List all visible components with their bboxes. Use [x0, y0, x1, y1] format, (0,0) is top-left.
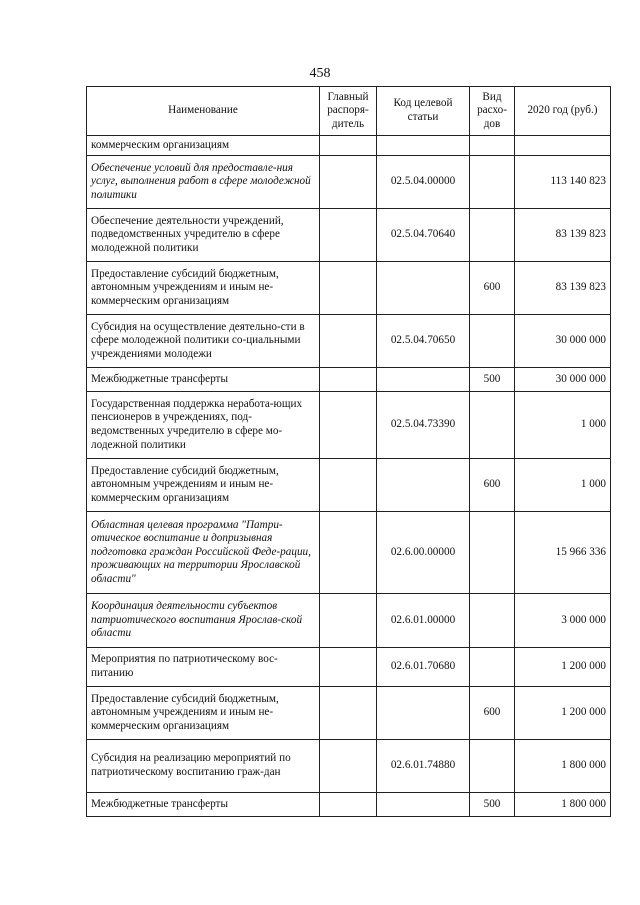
row-name: Межбюджетные трансферты — [87, 793, 320, 817]
row-vid: 500 — [470, 793, 515, 817]
row-name: Субсидия на реализацию мероприятий по патриотическому воспитанию граж-дан — [87, 740, 320, 793]
row-vid — [470, 315, 515, 368]
row-vid: 600 — [470, 459, 515, 512]
row-code: 02.5.04.73390 — [377, 392, 470, 459]
table-row — [87, 648, 611, 687]
row-name: Межбюджетные трансферты — [87, 368, 320, 392]
row-amount: 3 000 000 — [515, 594, 611, 648]
row-amount: 30 000 000 — [515, 315, 611, 368]
table-header — [87, 87, 611, 136]
row-code: 02.6.01.70680 — [377, 648, 470, 687]
row-vid — [470, 512, 515, 594]
row-name: коммерческим организациям — [87, 136, 320, 156]
row-name: Областная целевая программа "Патри-отическое воспитание и допризывная подготовка граждан Российской Феде-рации, проживающих на территории Ярославской области" — [87, 512, 320, 594]
row-name: Субсидия на осуществление деятельно-сти в сфере молодежной политики со-циальными учреждениями молодежи — [87, 315, 320, 368]
row-vid — [470, 740, 515, 793]
row-glav — [320, 594, 377, 648]
table-row — [87, 209, 611, 262]
row-vid — [470, 209, 515, 262]
row-glav — [320, 459, 377, 512]
row-amount: 30 000 000 — [515, 368, 611, 392]
row-vid — [470, 136, 515, 156]
page-number: 458 — [309, 66, 331, 81]
row-glav — [320, 392, 377, 459]
table-row — [87, 594, 611, 648]
budget-table — [86, 86, 611, 817]
row-code — [377, 368, 470, 392]
row-glav — [320, 262, 377, 315]
header-glav: Главный распоря-дитель — [320, 87, 377, 136]
row-code — [377, 136, 470, 156]
table-row — [87, 392, 611, 459]
row-code: 02.6.01.74880 — [377, 740, 470, 793]
header-vid: Вид расхо-дов — [470, 87, 515, 136]
row-vid — [470, 392, 515, 459]
row-code — [377, 793, 470, 817]
table-row — [87, 315, 611, 368]
row-name: Мероприятия по патриотическому вос-питанию — [87, 648, 320, 687]
row-amount: 83 139 823 — [515, 262, 611, 315]
row-amount: 15 966 336 — [515, 512, 611, 594]
row-code — [377, 459, 470, 512]
row-name: Предоставление субсидий бюджетным, автономным учреждениям и иным не-коммерческим организациям — [87, 459, 320, 512]
row-glav — [320, 740, 377, 793]
row-glav — [320, 512, 377, 594]
row-glav — [320, 793, 377, 817]
row-code — [377, 262, 470, 315]
row-glav — [320, 368, 377, 392]
header-name: Наименование — [87, 87, 320, 136]
row-amount: 1 000 — [515, 459, 611, 512]
row-code: 02.5.04.70640 — [377, 209, 470, 262]
header-row — [87, 87, 611, 136]
table-row — [87, 459, 611, 512]
row-glav — [320, 156, 377, 209]
row-glav — [320, 687, 377, 740]
row-vid — [470, 594, 515, 648]
row-amount: 1 200 000 — [515, 648, 611, 687]
row-name: Предоставление субсидий бюджетным, автономным учреждениям и иным не-коммерческим организациям — [87, 262, 320, 315]
row-vid: 600 — [470, 687, 515, 740]
row-glav — [320, 315, 377, 368]
table-row — [87, 368, 611, 392]
table-row — [87, 687, 611, 740]
table-row — [87, 136, 611, 156]
row-code: 02.5.04.00000 — [377, 156, 470, 209]
row-amount: 1 800 000 — [515, 740, 611, 793]
row-code — [377, 687, 470, 740]
row-glav — [320, 648, 377, 687]
row-amount: 113 140 823 — [515, 156, 611, 209]
header-year: 2020 год (руб.) — [515, 87, 611, 136]
table-row — [87, 512, 611, 594]
row-code: 02.6.01.00000 — [377, 594, 470, 648]
row-name: Координация деятельности субъектов патриотического воспитания Ярослав-ской области — [87, 594, 320, 648]
row-name: Государственная поддержка неработа-ющих пенсионеров в учреждениях, под-ведомственных учредителю в сфере мо-лодежной политики — [87, 392, 320, 459]
row-code: 02.6.00.00000 — [377, 512, 470, 594]
header-code: Код целевой статьи — [377, 87, 470, 136]
row-vid — [470, 156, 515, 209]
table-row — [87, 156, 611, 209]
table-body — [87, 136, 611, 817]
row-vid — [470, 648, 515, 687]
row-name: Предоставление субсидий бюджетным, автономным учреждениям и иным не-коммерческим организациям — [87, 687, 320, 740]
table-row — [87, 793, 611, 817]
row-name: Обеспечение условий для предоставле-ния услуг, выполнения работ в сфере молодежной политики — [87, 156, 320, 209]
row-amount: 1 000 — [515, 392, 611, 459]
row-glav — [320, 209, 377, 262]
row-amount: 83 139 823 — [515, 209, 611, 262]
table-row — [87, 740, 611, 793]
row-glav — [320, 136, 377, 156]
table-row — [87, 262, 611, 315]
row-amount: 1 200 000 — [515, 687, 611, 740]
row-name: Обеспечение деятельности учреждений, подведомственных учредителю в сфере молодежной политики — [87, 209, 320, 262]
row-amount: 1 800 000 — [515, 793, 611, 817]
row-vid: 600 — [470, 262, 515, 315]
row-vid: 500 — [470, 368, 515, 392]
row-code: 02.5.04.70650 — [377, 315, 470, 368]
row-amount — [515, 136, 611, 156]
